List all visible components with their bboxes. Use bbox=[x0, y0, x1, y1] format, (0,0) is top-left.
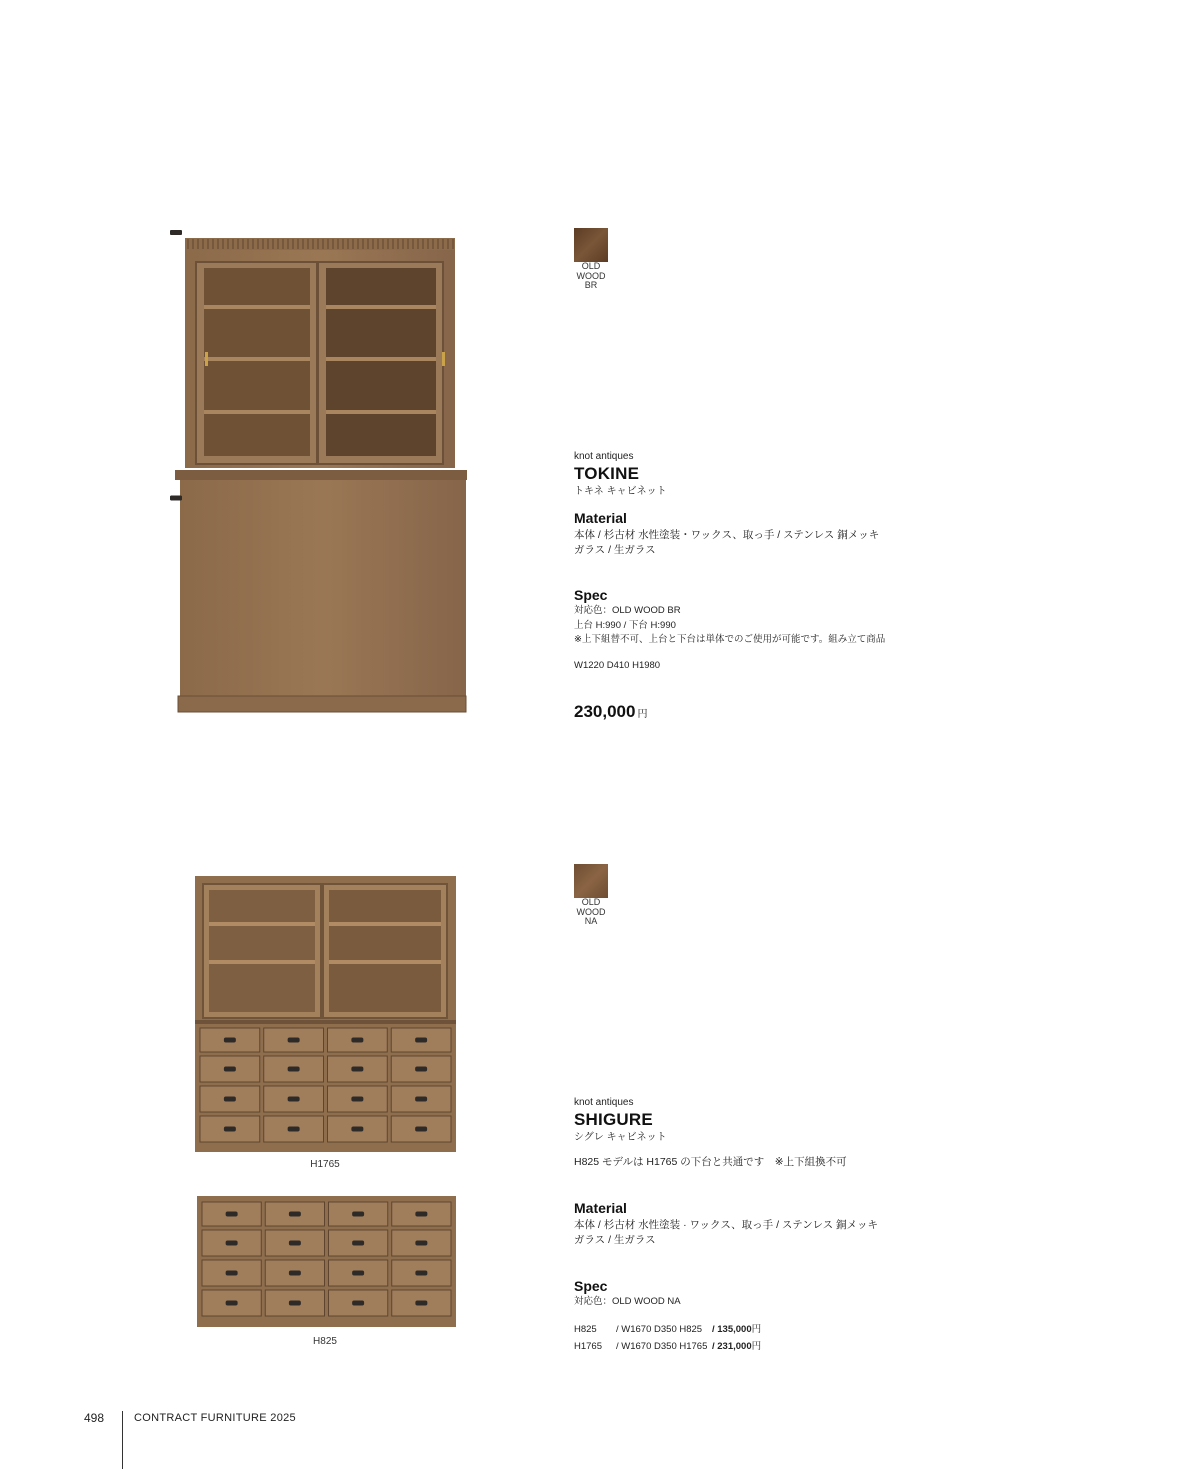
drawer-pull bbox=[351, 1127, 363, 1132]
tokine-spec-heading: Spec bbox=[574, 587, 608, 603]
drawer-pull bbox=[352, 1271, 364, 1276]
drawer-pull bbox=[170, 230, 182, 235]
shigure-spec-color: 対応色：OLD WOOD NA bbox=[574, 1296, 681, 1307]
shigure-color-swatch bbox=[574, 864, 608, 898]
shigure-product-name: SHIGURE bbox=[574, 1110, 653, 1129]
drawer-pull bbox=[415, 1271, 427, 1276]
tokine-material-heading: Material bbox=[574, 510, 627, 526]
shigure-variant-row: H1765 / W1670 D350 H1765 / 231,000円 bbox=[574, 1341, 762, 1352]
shigure-material-heading: Material bbox=[574, 1200, 627, 1216]
shigure-note: H825 モデルは H1765 の下台と共通です ※上下組換不可 bbox=[574, 1156, 847, 1168]
drawer-pull bbox=[289, 1301, 301, 1306]
tokine-material-text: 本体 / 杉古材 水性塗装・ワックス、取っ手 / ステンレス 銅メッキ ガラス / 生ガラス bbox=[574, 529, 880, 556]
drawer-pull bbox=[351, 1067, 363, 1072]
footer-divider bbox=[122, 1411, 123, 1469]
tokine-dimensions: W1220 D410 H1980 bbox=[574, 660, 661, 671]
drawer-pull bbox=[288, 1127, 300, 1132]
tokine-product-name: TOKINE bbox=[574, 464, 640, 483]
tokine-color-swatch bbox=[574, 228, 608, 262]
drawer-pull bbox=[415, 1212, 427, 1217]
drawer-pull bbox=[224, 1127, 236, 1132]
shigure-swatch-label: OLD WOOD NA bbox=[576, 897, 606, 926]
shigure-h1765-caption: H1765 bbox=[310, 1159, 340, 1170]
drawer-pull bbox=[352, 1241, 364, 1246]
footer-title: CONTRACT FURNITURE 2025 bbox=[134, 1412, 296, 1424]
drawer-pull bbox=[224, 1038, 236, 1043]
drawer-pull bbox=[351, 1038, 363, 1043]
tokine-product-kana: トキネ キャビネット bbox=[574, 486, 667, 497]
drawer-pull bbox=[415, 1127, 427, 1132]
drawer-pull bbox=[288, 1097, 300, 1102]
drawer-pull bbox=[415, 1097, 427, 1102]
shigure-variant-row: H825 / W1670 D350 H825 / 135,000円 bbox=[574, 1324, 762, 1335]
drawer-pull bbox=[226, 1301, 238, 1306]
tokine-brand: knot antiques bbox=[574, 451, 634, 462]
shigure-product-kana: シグレ キャビネット bbox=[574, 1132, 667, 1143]
shigure-brand: knot antiques bbox=[574, 1097, 634, 1108]
page-number: 498 bbox=[84, 1411, 105, 1425]
shigure-h825-caption: H825 bbox=[313, 1336, 337, 1347]
drawer-pull bbox=[415, 1067, 427, 1072]
drawer-pull bbox=[226, 1212, 238, 1217]
drawer-pull bbox=[289, 1241, 301, 1246]
drawer-pull bbox=[288, 1038, 300, 1043]
shigure-h1765-image bbox=[195, 876, 457, 1153]
drawer-pull bbox=[170, 496, 182, 501]
drawer-pull bbox=[351, 1097, 363, 1102]
drawer-pull bbox=[352, 1212, 364, 1217]
drawer-pull bbox=[289, 1271, 301, 1276]
shigure-material-text: 本体 / 杉古材 水性塗装 · ワックス、取っ手 / ステンレス 銅メッキ ガラス / 生ガラス bbox=[574, 1219, 879, 1246]
drawer-pull bbox=[224, 1067, 236, 1072]
drawer-pull bbox=[415, 1301, 427, 1306]
tokine-spec-text: 対応色：OLD WOOD BR 上台 H:990 / 下台 H:990 ※上下組替不可、上台と下台は単体でのご使用が可能です。組み立て商品 bbox=[574, 605, 886, 645]
drawer-pull bbox=[226, 1271, 238, 1276]
drawer-pull bbox=[289, 1212, 301, 1217]
drawer-pull bbox=[288, 1067, 300, 1072]
drawer-pull bbox=[415, 1241, 427, 1246]
drawer-pull bbox=[415, 1038, 427, 1043]
tokine-swatch-label: OLD WOOD BR bbox=[576, 261, 606, 290]
tokine-cabinet-image bbox=[170, 230, 475, 720]
drawer-pull bbox=[352, 1301, 364, 1306]
drawer-pull bbox=[226, 1241, 238, 1246]
tokine-price: 230,000 円 bbox=[574, 702, 648, 721]
drawer-pull bbox=[224, 1097, 236, 1102]
shigure-h825-image bbox=[197, 1196, 457, 1328]
shigure-spec-heading: Spec bbox=[574, 1278, 608, 1294]
